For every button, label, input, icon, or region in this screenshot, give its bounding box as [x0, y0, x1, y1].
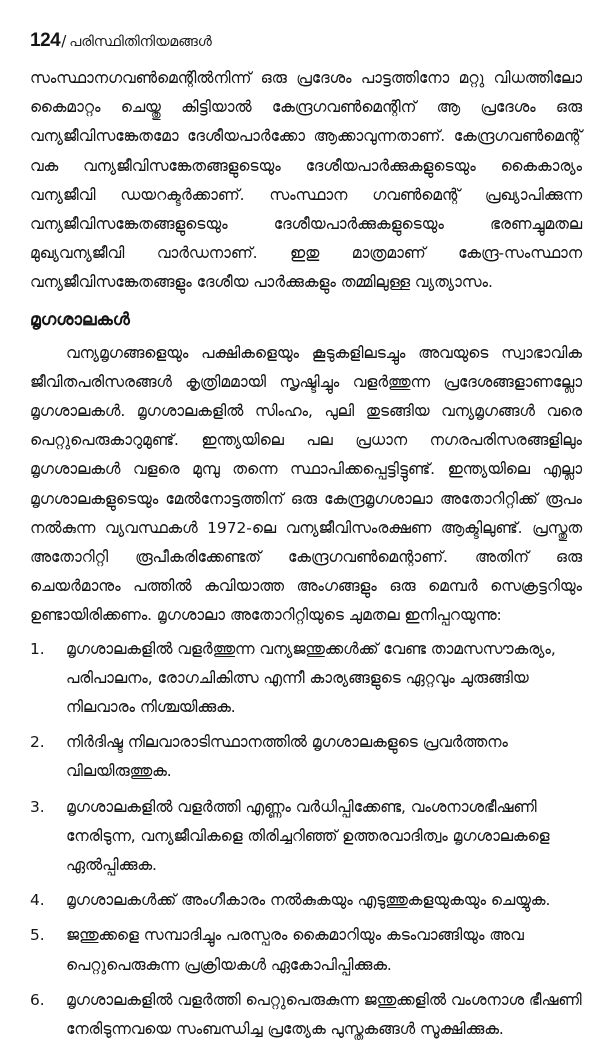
list-item-text: മൃഗശാലകൾക്ക് അംഗീകാരം നൽകുകയും എടുത്തുകളയുകയും ചെയ്യുക.	[66, 891, 551, 910]
list-item-number: 5.	[30, 926, 45, 945]
list-item-text: മൃഗശാലകളിൽ വളർത്തി പെറ്റുപെരുകുന്ന ജന്തുക്കളിൽ വംശനാശ ഭീഷണി നേരിടുന്നവയെ സംബന്ധിച്ച പ്രത്യേക പുസ്തകങ്ങൾ സൂക്ഷിക്കുക.	[66, 990, 582, 1039]
book-title: പരിസ്ഥിതിനിയമങ്ങൾ	[69, 34, 212, 50]
list-item-text: മൃഗശാലകളിൽ വളർത്തുന്ന വന്യജന്തുക്കൾക്ക് വേണ്ട താമസസൗകര്യം, പരിപാലനം, രോഗചികിത്സ എന്നീ കാര്യങ്ങളുടെ ഏറ്റവും ചുരുങ്ങിയ നിലവാരം നിശ്ചയിക്കുക.	[66, 639, 556, 717]
list-item-number: 2.	[30, 733, 45, 752]
list-item	[30, 886, 582, 915]
duties-list	[30, 635, 582, 1044]
list-item	[30, 986, 582, 1044]
list-item-text: നിർദിഷ്ട നിലവാരാടിസ്ഥാനത്തിൽ മൃഗശാലകളുടെ പ്രവർത്തനം വിലയിരുത്തുക.	[66, 733, 508, 781]
list-item	[30, 793, 582, 881]
intro-paragraph: സംസ്ഥാനഗവൺമെന്റിൽനിന്ന് ഒരു പ്രദേശം പാട്ടത്തിനോ മറ്റു വിധത്തിലോ കൈമാറ്റം ചെയ്തു കിട്ടിയാൽ കേന്ദ്രഗവൺമെന്റിന് ആ പ്രദേശം ഒരു വന്യജീവിസങ്കേതമോ ദേശീയപാർക്കോ ആക്കാവുന്നതാണ്. കേന്ദ്രഗവൺമെന്റ് വക വന്യജീവിസങ്കേതങ്ങളുടെയും ദേശീയപാർക്കുകളുടെയും കൈകാര്യം വന്യജീവി ഡയറക്ടർക്കാണ്. സംസ്ഥാന ഗവൺമെന്റ് പ്രഖ്യാപിക്കുന്ന വന്യജീവിസങ്കേതങ്ങളുടെയും ദേശീയപാർക്കുകളുടെയും ഭരണച്ചുമതല മുഖ്യവന്യജീവി വാർഡനാണ്. ഇതു മാത്രമാണ് കേന്ദ്ര-സംസ്ഥാന വന്യജീവിസങ്കേതങ്ങളും ദേശീയ പാർക്കുകളും തമ്മിലുള്ള വ്യത്യാസം.	[30, 69, 582, 292]
list-item-number: 6.	[30, 990, 45, 1009]
section-paragraph: വന്യമൃഗങ്ങളെയും പക്ഷികളെയും കൂടുകളിലടച്ചും അവയുടെ സ്വാഭാവിക ജീവിതപരിസരങ്ങൾ കൃത്രിമമായി സൃഷ്ടിച്ചും വളർത്തുന്ന പ്രദേശങ്ങളാണല്ലോ മൃഗശാലകൾ. മൃഗശാലകളിൽ സിംഹം, പുലി തുടങ്ങിയ വന്യമൃഗങ്ങൾ വരെ പെറ്റുപെരുകാറുമുണ്ട്. ഇന്ത്യയിലെ പല പ്രധാന നഗരപരിസരങ്ങളിലും മൃഗശാലകൾ വളരെ മുമ്പു തന്നെ സ്ഥാപിക്കപ്പെട്ടിട്ടുണ്ട്. ഇന്ത്യയിലെ എല്ലാ മൃഗശാലകളുടെയും മേൽനോട്ടത്തിന് ഒരു കേന്ദ്രമൃഗശാലാ അതോറിറ്റിക്ക് രൂപം നൽകുന്ന വ്യവസ്ഥകൾ 1972-ലെ വന്യജീവിസംരക്ഷണ ആക്ടിലുണ്ട്. പ്രസ്തുത അതോറിറ്റി രൂപീകരിക്കേണ്ടത് കേന്ദ്രഗവൺമെന്റാണ്. അതിന് ഒരു ചെയർമാനും പത്തിൽ കവിയാത്ത അംഗങ്ങളും ഒരു മെമ്പർ സെക്രട്ടറിയും ഉണ്ടായിരിക്കണം. മൃഗശാലാ അതോറിറ്റിയുടെ ചുമതല ഇനിപ്പറയുന്നു:	[30, 343, 582, 625]
list-item	[30, 728, 582, 786]
page-number: 124	[30, 30, 61, 51]
list-item-number: 1.	[30, 639, 45, 658]
list-item-text: മൃഗശാലകളിൽ വളർത്തി എണ്ണം വർധിപ്പിക്കേണ്ട, വംശനാശഭീഷണി നേരിടുന്ന, വന്യജീവികളെ തിരിച്ചറിഞ്ഞ് ഉത്തരവാദിത്വം മൃഗശാലകളെ ഏൽപ്പിക്കുക.	[66, 797, 550, 875]
list-item	[30, 635, 582, 723]
page-body	[30, 64, 582, 1044]
running-header	[30, 30, 582, 64]
list-item-number: 3.	[30, 797, 45, 816]
list-item-text: ജന്തുക്കളെ സമ്പാദിച്ചും പരസ്പരം കൈമാറിയും കടംവാങ്ങിയും അവ പെറ്റുപെരുകുന്ന പ്രക്രിയകൾ ഏകോപിപ്പിക്കുക.	[66, 926, 524, 974]
header-separator: /	[61, 32, 67, 50]
section-heading: മൃഗശാലകൾ	[30, 309, 130, 330]
list-item	[30, 921, 582, 979]
list-item-number: 4.	[30, 891, 45, 910]
